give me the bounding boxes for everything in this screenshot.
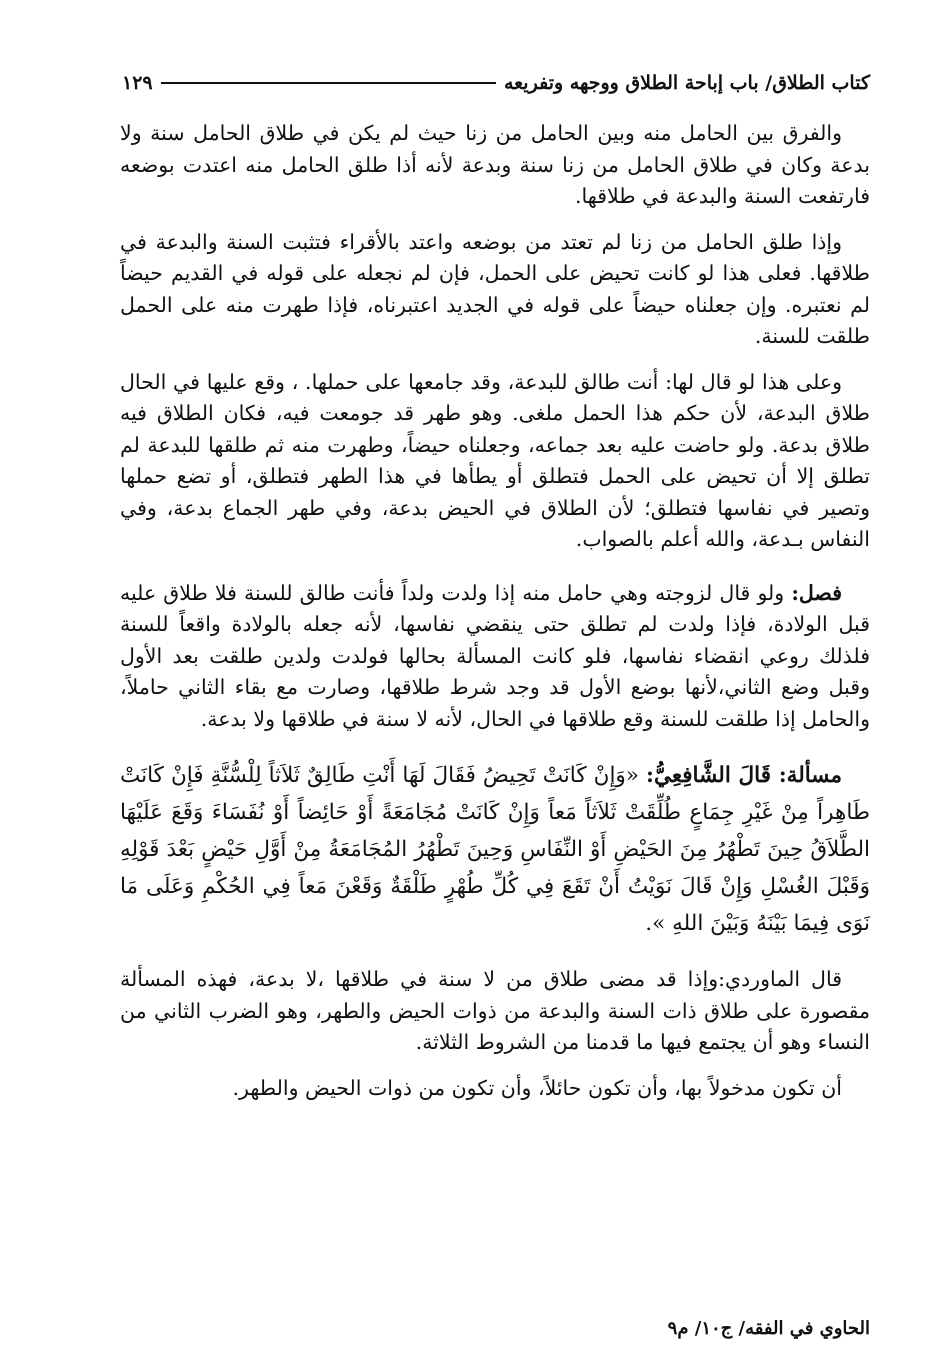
paragraph-3	[120, 367, 870, 556]
shafii-attribution: قَالَ الشَّافِعِيُّ:	[646, 763, 779, 788]
paragraph-2-text: وإذا طلق الحامل من زنا لم تعتد من بوضعه واعتد بالأقراء فتثبت السنة والبدعة في طلاقها. فعلى هذا لو كانت تحيض على الحمل، فإن لم نجعله على قوله في القديم حيضاً لم نعتبره. وإن جعلناه حيضاً على قوله في الجديد اعتبرناه، فإذا طهرت منه على الحمل طلقت للسنة.	[120, 229, 870, 348]
fasl-heading: فصل:	[791, 580, 842, 605]
page-number: ١٢٩	[122, 72, 153, 94]
paragraph-1	[120, 118, 870, 213]
mawardi-paragraph	[120, 964, 870, 1059]
paragraph-1-text: والفرق بين الحامل منه وبين الحامل من زنا حيث لم يكن في طلاق الحامل سنة ولا بدعة وكان في طلاق الحامل من زنا سنة وبدعة لأنه أذا طلق الحامل منه اعتدت بوضعه فارتفعت السنة والبدعة في طلاقها.	[120, 121, 870, 208]
fasl-text: ولو قال لزوجته وهي حامل منه إذا ولدت ولداً فأنت طالق للسنة فلا طلاق عليه قبل الولادة، فإذا ولدت لم تطلق حتى ينقضي نفاسها، لأنه جعله بالولادة واقعاً للسنة فلذلك روعي انقضاء نفاسها، فلو كانت المسألة بحالها فولدت ولدين طلقت بعد الأول وقبل وضع الثاني،لأنها بوضع الأول قد وجد شرط طلاقها، وصارت مع بقاء الثاني حاملاً، والحامل إذا طلقت للسنة وقع طلاقها في الحال، لأنه لا سنة في طلاقها ولا بدعة.	[120, 580, 870, 731]
running-header	[122, 66, 870, 100]
header-rule	[161, 82, 496, 84]
paragraph-2	[120, 227, 870, 353]
paragraph-3-text: وعلى هذا لو قال لها: أنت طالق للبدعة، وقد جامعها على حملها. ، وقع عليها في الحال طلاق البدعة، لأن حكم هذا الحمل ملغى. وهو طهر قد جومعت فيه، فكان الطلاق فيه طلاق بدعة. ولو حاضت عليه بعد جماعه، وجعلناه حيضاً، وطهرت منه ثم طلقها للبدعة لم تطلق إلا أن تحيض على الحمل فتطلق أو يطأها في هذا الطهر فتطلق، أو تضع حملها وتصير في نفاسها فتطلق؛ لأن الطلاق في الحيض بدعة، وفي طهر الجماع بدعة، وفي النفاس بـدعة، والله أعلم بالصواب.	[120, 369, 870, 551]
body-text	[120, 118, 870, 1118]
mawardi-text: قال الماوردي:وإذا قد مضى طلاق من لا سنة في طلاقها ،لا بدعة، فهذه المسألة مقصورة على طلاق ذات السنة والبدعة من ذوات الحيض والطهر، وهو الضرب الثاني من النساء وهو أن يجتمع فيها ما قدمنا من الشروط الثلاثة.	[120, 967, 870, 1054]
chapter-title: كتاب الطلاق/ باب إباحة الطلاق ووجهه وتفريعه	[503, 72, 870, 94]
conditions-text: أن تكون مدخولاً بها، وأن تكون حائلاً، وأن تكون من ذوات الحيض والطهر.	[232, 1075, 842, 1100]
conditions-paragraph	[120, 1073, 870, 1105]
masala-heading: مسألة:	[778, 763, 842, 788]
shafii-quote: «وَإِنْ كَانَتْ تَحِيضُ فَقَالَ لَهَا أَنْتِ طَالِقٌ ثَلاَثاً لِلْسُّنَّةِ فَإِنْ كَانَتْ طَاهِراً مِنْ غَيْرِ جِمَاعٍ طُلِّقَتْ ثَلاَثاً مَعاً وَإِنْ كَانَتْ مُجَامَعَةً أَوْ حَائِضاً أَوْ نُفَسَاءَ وَقَعَ عَلَيْهَا الطَّلاَقُ حِينَ تَطْهُرُ مِنَ الحَيْضِ أَوْ النِّفَاسِ وَحِينَ تَطْهُرُ المُجَامَعَةُ مِنْ أَوَّلِ حَيْضٍ بَعْدَ قَوْلِهِ وَقَبْلَ الغُسْلِ وَإِنْ قَالَ نَوَيْتُ أَنْ تَقَعَ فِي كُلِّ طُهْرٍ طَلْقَةٌ وَقَعْنَ مَعاً فِي الحُكْمِ وَعَلَى مَا نَوَى فِيمَا بَيْنَهُ وَبَيْنَ اللهِ ».	[120, 763, 870, 936]
masala-paragraph	[120, 757, 870, 942]
fasl-paragraph	[120, 578, 870, 736]
printer-signature: الحاوي في الفقه/ ج١٠/ م٩	[667, 1318, 870, 1339]
